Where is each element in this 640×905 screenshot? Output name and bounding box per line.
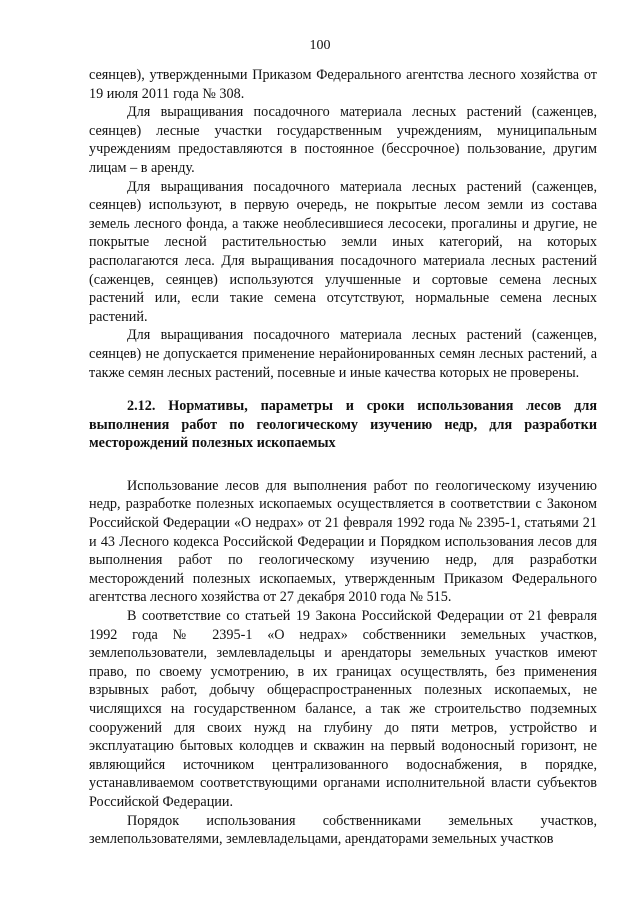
- paragraph: В соответствие со статьей 19 Закона Российской Федерации от 21 февраля 1992 года № 2395-1 «О недрах» собственники земельных участков, землепользователи, землевладельцы и арендаторы земельных участков имеют право, по своему усмотрению, в их границах осуществлять, без применения взрывных работ, добычу общераспространенных полезных ископаемых, не числящихся на государственном балансе, а так же строительство подземных сооружений для своих нужд на глубину до пяти метров, устройство и эксплуатацию бытовых колодцев и скважин на первый водоносный горизонт, не являющийся источником централизованного водоснабжения, в порядке, устанавливаемом соответствующими органами исполнительной власти субъектов Российской Федерации.: [89, 608, 597, 810]
- paragraph: Использование лесов для выполнения работ по геологическому изучению недр, разработке полезных ископаемых осуществляется в соответствии с Законом Российской Федерации «О недрах» от 21 февраля 1992 года № 2395-1, статьями 21 и 43 Лесного кодекса Российской Федерации и Порядком использования лесов для выполнения работ по геологическому изучению недр, для разработки месторождений полезных ископаемых, утвержденным Приказом Федерального агентства лесного хозяйства от 27 декабря 2010 года № 515.: [89, 477, 597, 606]
- page-number: 100: [309, 38, 331, 53]
- paragraph-continuation: сеянцев), утвержденными Приказом Федерального агентства лесного хозяйства от 19 июля 2011 года № 308.: [89, 67, 597, 102]
- paragraph: Порядок использования собственниками земельных участков, землепользователями, землевладельцами, арендаторами земельных участков: [89, 812, 597, 848]
- paragraph: Для выращивания посадочного материала лесных растений (саженцев, сеянцев) лесные участки государственным учреждениям, муниципальным учреждениям предоставляются в постоянное (бессрочное) пользование, другим лицам – в аренду.: [89, 104, 597, 176]
- paragraph: Для выращивания посадочного материала лесных растений (саженцев, сеянцев) не допускается применение нерайонированных семян лесных растений, а также семян лесных растений, посевные и иные качества которых не проверены.: [89, 327, 597, 381]
- document-body: [89, 66, 597, 849]
- section-heading: 2.12. Нормативы, параметры и сроки использования лесов для выполнения работ по геологическому изучению недр, для разработки месторождений полезных ископаемых: [89, 398, 597, 452]
- paragraph: Для выращивания посадочного материала лесных растений (саженцев, сеянцев) используют, в первую очередь, не покрытые лесом земли из состава земель лесного фонда, а также необлесившиеся лесосеки, прогалины и другие, не покрытые лесной растительностью земли иных категорий, на которых располагаются леса. Для выращивания посадочного материала лесных растений (саженцев, сеянцев) используются улучшенные и сортовые семена лесных растений или, если такие семена отсутствуют, нормальные семена лесных растений.: [89, 178, 597, 325]
